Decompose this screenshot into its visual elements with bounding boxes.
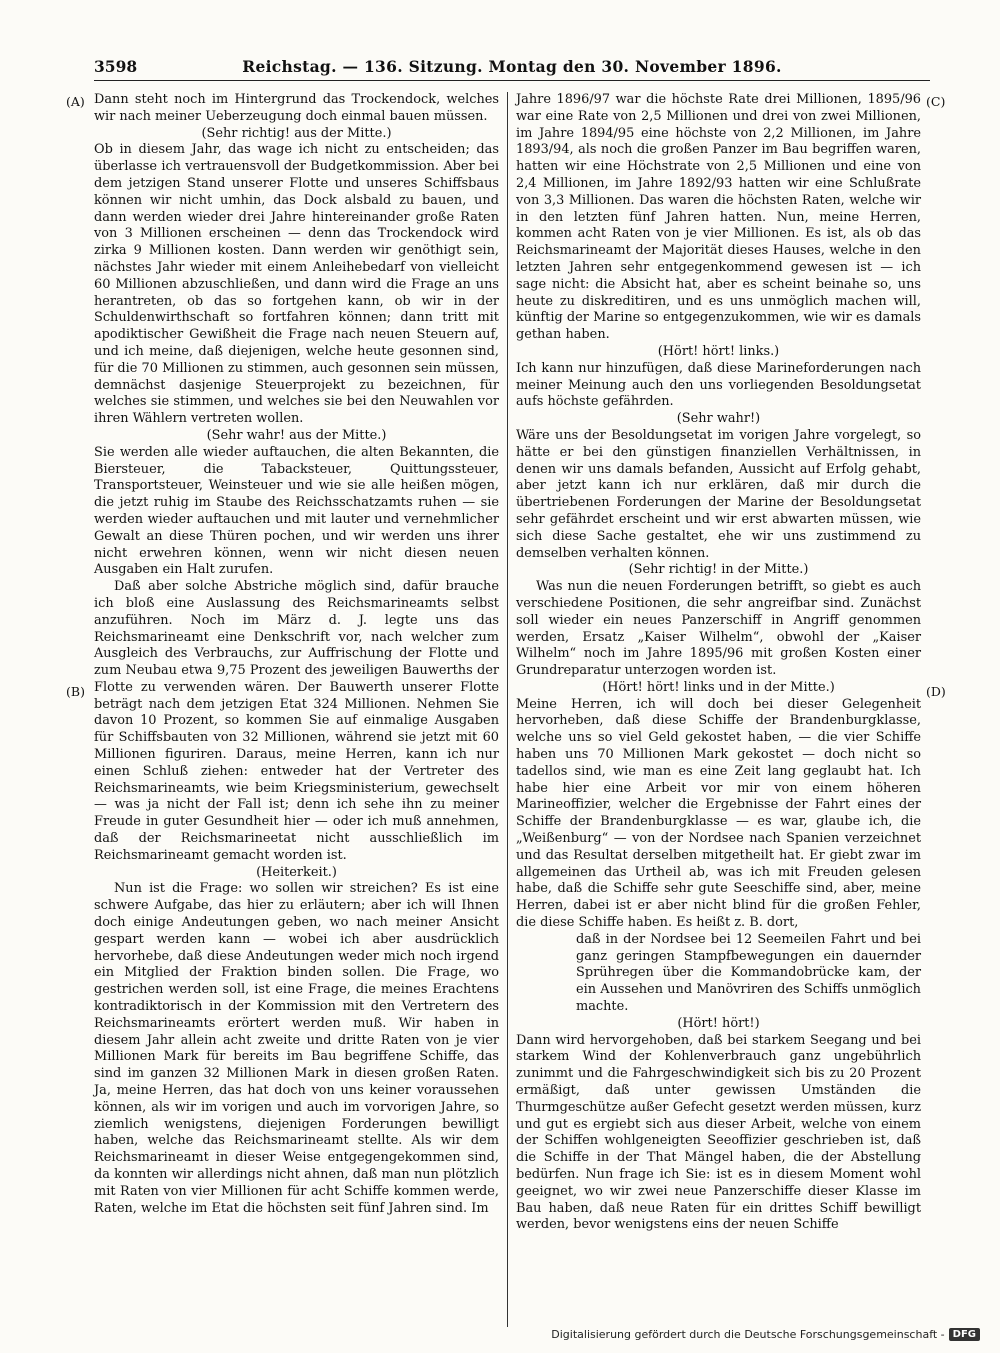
interjection: (Hört! hört! links.) [657,343,780,359]
margin-marker-c: (C) [926,94,946,109]
interjection: (Hört! hört! links und in der Mitte.) [602,679,835,695]
paragraph: Ich kann nur hinzufügen, daß diese Marineforderungen nach meiner Meinung auch den uns vorliegenden Besoldungsetat aufs höchste gefährden. [516,360,921,410]
paragraph: Was nun die neuen Forderungen betrifft, so giebt es auch verschiedene Positionen, die sehr angreifbar sind. Zunächst soll wieder ein neues Panzerschiff in Angriff genommen werden, Ersatz „Kaiser Wilhelm“, obwohl der „Kaiser Wilhelm“ noch im Jahre 1895/96 mit großen Kosten einer Grundreparatur unterzogen worden ist. [516,579,921,679]
interjection: (Sehr richtig! aus der Mitte.) [201,125,392,141]
interjection: (Sehr wahr!) [676,411,761,427]
interjection: (Sehr wahr! aus der Mitte.) [206,427,387,443]
margin-marker-d: (D) [926,684,946,699]
column-divider [507,92,508,1327]
paragraph: Sie werden alle wieder auftauchen, die alten Bekannten, die Biersteuer, die Tabacksteuer, Quittungssteuer, Transportsteuer, Weinsteuer und wie sie alle heißen mögen, die jetzt ruhig im Staube des Reichsschatzamts ruhen — sie werden wieder auftauchen und mit lauter und vernehmlicher Gewalt an diese Thüren pochen, und wir werden uns ihrer nicht erwehren können, wenn wir nicht diesen neuen Ausgaben ein Halt zurufen. [94,444,499,578]
margin-marker-b: (B) [66,684,85,699]
paragraph: Meine Herren, ich will doch bei dieser Gelegenheit hervorheben, daß diese Schiffe der Brandenburgklasse, welche uns so viel Geld gekostet haben, — die vier Schiffe haben uns 70 Millionen Mark gekostet — doch nicht so tadellos sind, wie man es eine Zeit lang geglaubt hat. Ich habe hier eine Arbeit vor mir von einem höheren Marineoffizier, welcher die Ergebnisse der Fahrt eines der Schiffe der Brandenburgklasse — es war, glaube ich, die „Weißenburg“ — von der Nordsee nach Spanien verzeichnet und das Resultat derselben mitgetheilt hat. Er giebt zwar im allgemeinen das Urtheil ab, was ich mit Freuden gelesen habe, daß die Schiffe sehr gute Seeschiffe sind, aber, meine Herren, dabei ist er aber nicht blind für die großen Fehler, die diese Schiffe haben. Es heißt z. B. dort, [516,696,921,931]
paragraph: Nun ist die Frage: wo sollen wir streichen? Es ist eine schwere Aufgabe, das hier zu erläutern; aber ich will Ihnen doch einige Andeutungen geben, wo nach meiner Ansicht gespart werden kann — wobei ich aber ausdrücklich hervorhebe, daß diese Andeutungen weder mich noch irgend ein Mitglied der Fraktion binden sollen. Die Frage, wo gestrichen werden soll, ist eine Frage, die meines Erachtens kontradiktorisch in der Kommission mit den Vertretern des Reichsmarineamts erörtert werden muß. Wir haben in diesem Jahr allein acht zweite und dritte Raten von je vier Millionen Mark für bereits im Bau begriffene Schiffe, das sind im ganzen 32 Millionen Mark in diesen großen Raten. Ja, meine Herren, das hat doch von uns keiner voraussehen können, als wir im vorigen und auch im vorvorigen Jahre, so ziemlich wenigstens, diejenigen Forderungen bewilligt haben, welche das Reichsmarineamt stellte. Als wir dem Reichsmarineamt in dieser Weise entgegengekommen sind, da konnten wir allerdings nicht ahnen, daß man nun plötzlich mit Raten von vier Millionen für acht Schiffe kommen werde, Raten, welche im Etat die höchsten seit fünf Jahren sind. Im [94,881,499,1216]
interjection: (Sehr richtig! in der Mitte.) [628,562,809,578]
interjection: (Heiterkeit.) [256,864,337,880]
margin-marker-a: (A) [66,94,85,109]
dfg-logo-icon: DFG [949,1328,980,1341]
paragraph: Jahre 1896/97 war die höchste Rate drei Millionen, 1895/96 war eine Rate von 2,5 Millionen und drei von zwei Millionen, im Jahre 1894/95 eine höchste von 2,2 Millionen, im Jahre 1893/94, als noch die großen Panzer im Bau begriffen waren, hatten wir eine Höchstrate von 2,5 Millionen und eine von 2,4 Millionen, im Jahre 1892/93 hatten wir eine Schlußrate von 3,3 Millionen. Das waren die höchsten Raten, welche wir in den letzten fünf Jahren hatten. Nun, meine Herren, kommen acht Raten von je vier Millionen. Es ist, als ob das Reichsmarineamt der Majorität dieses Hauses, welche in den letzten Jahren sehr entgegenkommend gewesen ist — ich sage nicht: die Absicht hat, aber es scheint beinahe so, uns heute zu diskreditiren, und es uns unmöglich machen will, künftig der Marine so entgegenzukommen, wie wir es damals gethan haben. [516,92,921,343]
page-number: 3598 [94,57,138,76]
paragraph: Wäre uns der Besoldungsetat im vorigen Jahre vorgelegt, so hätte er bei den günstigen finanziellen Verhältnissen, in denen wir uns damals befanden, Aussicht auf Erfolg gehabt, aber jetzt kann ich nur erklären, daß mir durch die übertriebenen Forderungen der Marine der Besoldungsetat sehr gefährdet erscheint und wir erst abwarten müssen, wie sich diese Sache gestaltet, ehe wir uns zustimmend zu demselben verhalten können. [516,427,921,561]
quotation: daß in der Nordsee bei 12 Seemeilen Fahrt und bei ganz geringen Stampfbewegungen ein dauernder Sprühregen über die Kommandobrücke kam, der ein Aussehen und Manövriren des Schiffs unmöglich machte. [576,931,921,1015]
footer [551,1328,980,1341]
paragraph: Dann wird hervorgehoben, daß bei starkem Seegang und bei starkem Wind der Kohlenverbrauch ganz ungebührlich zunimmt und die Fahrgeschwindigkeit sich bis zu 20 Prozent ermäßigt, daß unter gewissen Umständen die Thurmgeschütze außer Gefecht gesetzt werden müssen, kurz und gut es ergiebt sich aus dieser Arbeit, welche von einem der Schiffen wohlgeneigten Seeoffizier geschrieben ist, daß die Schiffe in der That Mängel haben, die der Abstellung bedürfen. Nun frage ich Sie: ist es in diesem Moment wohl geeignet, wo wir zwei neue Panzerschiffe dieser Klasse im Bau haben, daß neue Raten für ein drittes Schiff bewilligt werden, bevor wenigstens eins der neuen Schiffe [516,1032,921,1233]
paragraph: Dann steht noch im Hintergrund das Trockendock, welches wir nach meiner Ueberzeugung doch einmal bauen müssen. [94,92,499,124]
interjection: (Hört! hört!) [677,1015,760,1031]
paragraph: Ob in diesem Jahr, das wage ich nicht zu entscheiden; das überlasse ich vertrauensvoll der Budgetkommission. Aber bei dem jetzigen Stand unserer Flotte und unseres Schiffsbaus können wir nicht umhin, das Dock alsbald zu bauen, und dann werden wieder drei Jahre hintereinander große Raten von 3 Millionen erscheinen — denn das Trockendock wird zirka 9 Millionen kosten. Dann werden wir genöthigt sein, nächstes Jahr wieder mit einem Anleihebedarf von vielleicht 60 Millionen abzuschließen, und dann wird die Frage an uns herantreten, ob das so fortgehen kann, ob wir in der Schuldenwirthschaft so fortfahren können; dann tritt mit apodiktischer Gewißheit die Frage nach neuen Steuern auf, und ich meine, daß diejenigen, welche heute gesonnen sind, für die 70 Millionen zu stimmen, auch gesonnen sein müssen, demnächst dasjenige Steuerprojekt zu bezeichnen, für welches sie stimmen, und welches sie bei den Neuwahlen vor ihren Wählern vertreten wollen. [94,142,499,427]
paragraph: Daß aber solche Abstriche möglich sind, dafür brauche ich bloß eine Auslassung des Reichsmarineamts selbst anzuführen. Noch im März d. J. legte uns das Reichsmarineamt eine Denkschrift vor, nach welcher zum Ausgleich des Verbrauchs, zur Auffrischung der Flotte und zum Neubau etwa 9,75 Prozent des jeweiligen Bauwerths der Flotte zu verwenden wären. Der Bauwerth unserer Flotte beträgt nach dem jetzigen Etat 324 Millionen. Nehmen Sie davon 10 Prozent, so kommen Sie auf einmalige Ausgaben für Schiffsbauten von 32 Millionen, während sie jetzt mit 60 Millionen figuriren. Daraus, meine Herren, kann ich nur einen Schluß ziehen: entweder hat der Vertreter des Reichsmarineamts, wie beim Kriegsministerium, gewechselt — was ja nicht der Fall ist; denn ich sehe ihn zu meiner Freude in guter Gesundheit hier — oder ich muß annehmen, daß der Reichsmarineetat nicht ausschließlich im Reichsmarineamt gemacht worden ist. [94,579,499,863]
left-column [94,92,499,1217]
right-column [516,92,921,1234]
page-header [94,56,930,81]
page-title: Reichstag. — 136. Sitzung. Montag den 30. November 1896. [242,57,782,76]
footer-credit: Digitalisierung gefördert durch die Deutsche Forschungsgemeinschaft - [551,1328,945,1341]
